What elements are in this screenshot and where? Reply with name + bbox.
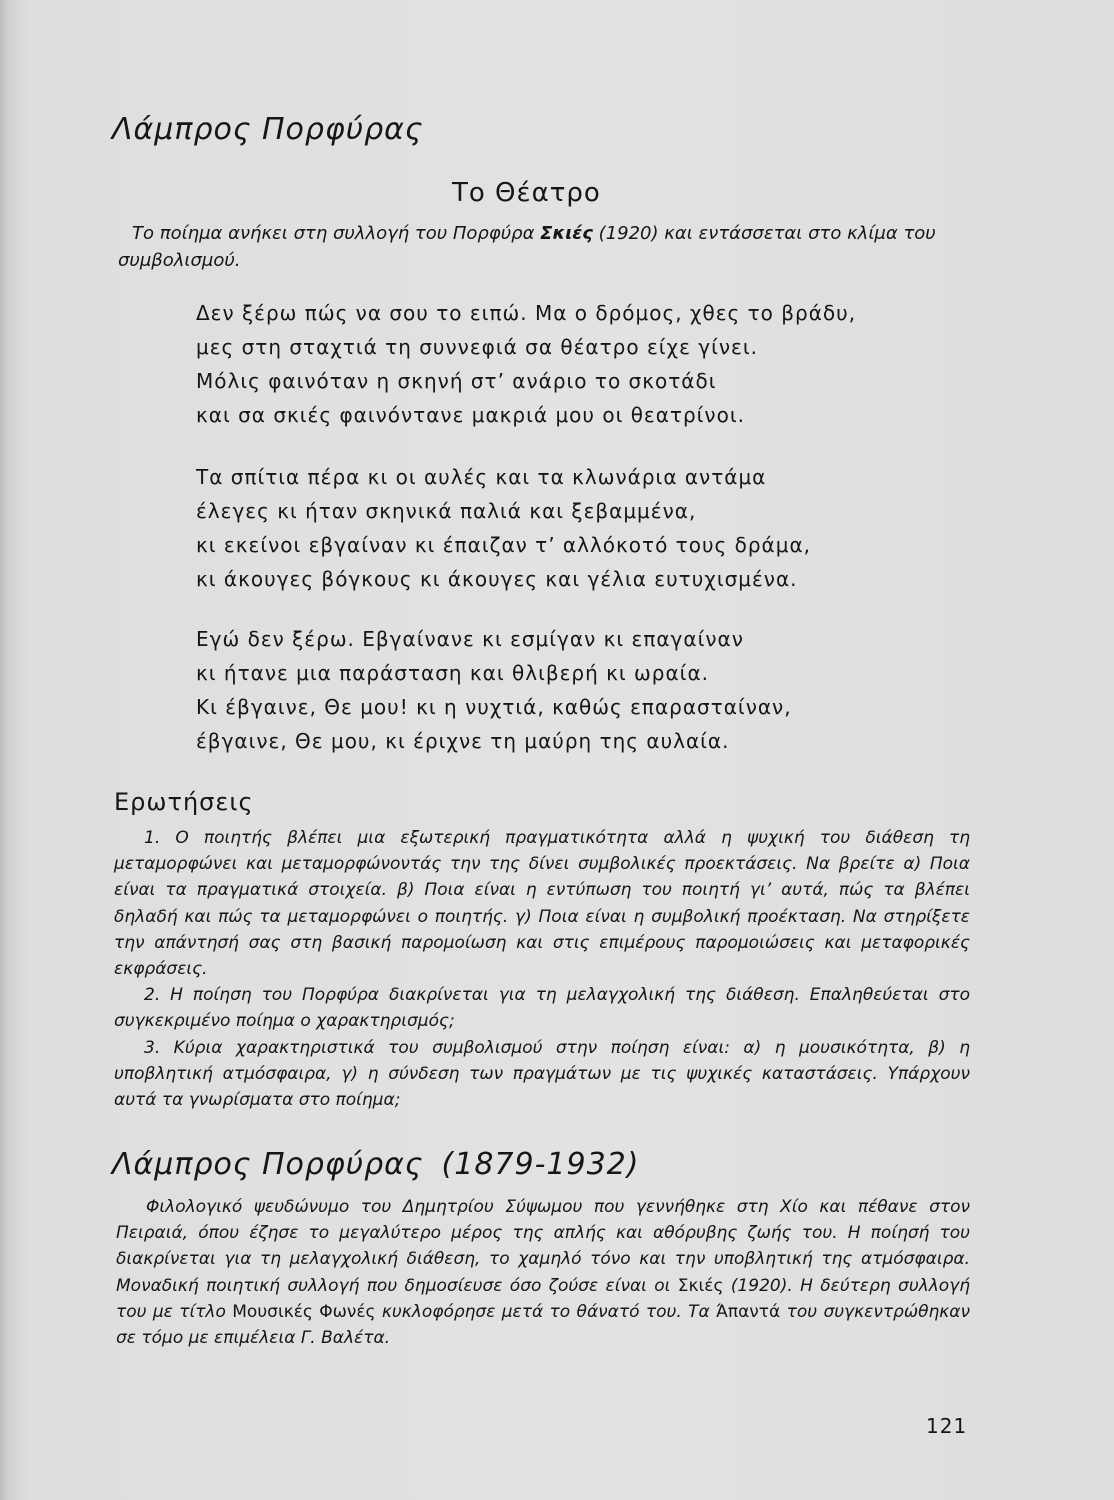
bio-collection-title: Μουσικές Φωνές	[232, 1301, 376, 1322]
poem-title: Το Θέατρο	[452, 178, 601, 208]
author-bio-years: (1879-1932)	[441, 1147, 640, 1182]
poem-line: Τα σπίτια πέρα κι οι αυλές και τα κλωνάρια αντάμα	[196, 465, 767, 489]
author-heading: Λάμπρος Πορφύρας	[112, 112, 424, 147]
poem-line: κι ήτανε μια παράσταση και θλιβερή κι ωραία.	[196, 661, 709, 685]
poem-stanza-3	[196, 622, 936, 758]
question-item: 1. Ο ποιητής βλέπει μια εξωτερική πραγματικότητα αλλά η ψυχική του διάθεση τη μεταμορφώνει και μεταμορφώνοντάς την της δίνει συμβολικές προεκτάσεις. Να βρείτε α) Ποια είναι τα πραγματικά στοιχεία. β) Ποια είναι η εντύπωση του ποιητή γι’ αυτά, πώς τα βλέπει δηλαδή και πώς τα μεταμορφώνει ο ποιητής. γ) Ποια είναι η συμβολική προέκταση. Να στηρίξετε την απάντησή σας στη βασική παρομοίωση και στις επιμέρους παρομοιώσεις και μεταφορικές εκφράσεις.	[114, 828, 970, 980]
intro-text-before: Το ποίημα ανήκει στη συλλογή του Πορφύρα	[132, 223, 541, 244]
author-bio-heading	[112, 1147, 639, 1182]
question-item: 3. Κύρια χαρακτηριστικά του συμβολισμού στην ποίηση είναι: α) η μουσικότητα, β) η υποβλητική ατμόσφαιρα, γ) η σύνδεση των πραγμάτων με τις ψυχικές καταστάσεις. Υπάρχουν αυτά τα γνωρίσματα στο ποίημα;	[114, 1037, 970, 1111]
bio-text: (1920). Η δεύτερη συλλογή του με τίτλο	[116, 1275, 971, 1322]
poem-line: μες στη σταχτιά τη συννεφιά σα θέατρο είχε γίνει.	[196, 335, 758, 359]
poem-line: Μόλις φαινόταν η σκηνή στ’ ανάριο το σκοτάδι	[196, 369, 717, 393]
poem-line: Δεν ξέρω πώς να σου το ειπώ. Μα ο δρόμος, χθες το βράδυ,	[196, 301, 857, 325]
question-item: 2. Η ποίηση του Πορφύρα διακρίνεται για τη μελαγχολική της διάθεση. Επαληθεύεται στο συγκεκριμένο ποίημα ο χαρακτηρισμός;	[114, 985, 970, 1032]
intro-collection-title: Σκιές	[540, 223, 593, 244]
poem-line: και σα σκιές φαινόντανε μακριά μου οι θεατρίνοι.	[196, 403, 745, 427]
author-bio-text	[116, 1194, 970, 1351]
questions-list	[114, 825, 970, 1113]
poem-line: έλεγες κι ήταν σκηνικά παλιά και ξεβαμμένα,	[196, 499, 697, 523]
poem-line: Κι έβγαινε, Θε μου! κι η νυχτιά, καθώς επαρασταίναν,	[196, 695, 792, 719]
bio-collection-title: Άπαντά	[716, 1301, 781, 1322]
author-bio-name: Λάμπρος Πορφύρας	[112, 1147, 424, 1182]
poem-line: κι άκουγες βόγκους κι άκουγες και γέλια ευτυχισμένα.	[196, 567, 798, 591]
poem-line: έβγαινε, Θε μου, κι έριχνε τη μαύρη της αυλαία.	[196, 729, 730, 753]
poem-stanza-2	[196, 460, 936, 596]
intro-note	[118, 220, 968, 274]
bio-collection-title: Σκιές	[677, 1275, 724, 1296]
bio-text: κυκλοφόρησε μετά το θάνατό του. Τα	[375, 1301, 717, 1322]
page-number: 121	[926, 1414, 968, 1438]
poem-stanza-1	[196, 296, 936, 432]
questions-heading: Ερωτήσεις	[114, 788, 254, 816]
poem-line: κι εκείνοι εβγαίναν κι έπαιζαν τ’ αλλόκοτό τους δράμα,	[196, 533, 812, 557]
intro-text-after: (1920) και εντάσσεται στο κλίμα του συμβολισμού.	[118, 223, 936, 271]
bio-text: Φιλολογικό ψευδώνυμο του Δημητρίου Σύψωμου που γεννήθηκε στη Χίο και πέθανε στον Πειραιά, όπου έζησε το μεγαλύτερο μέρος της απλής και αθόρυβης ζωής του. Η ποίησή του διακρίνεται για τη μελαγχολική διάθεση, το χαμηλό τόνο και την υποβλητική της ατμόσφαιρα. Μοναδική ποιητική συλλογή που δημοσίευσε όσο ζούσε είναι οι	[116, 1197, 970, 1296]
bio-text: του συγκεντρώθηκαν σε τόμο με επιμέλεια Γ. Βαλέτα.	[116, 1301, 970, 1349]
poem-line: Εγώ δεν ξέρω. Εβγαίνανε κι εσμίγαν κι επαγαίναν	[196, 627, 744, 651]
